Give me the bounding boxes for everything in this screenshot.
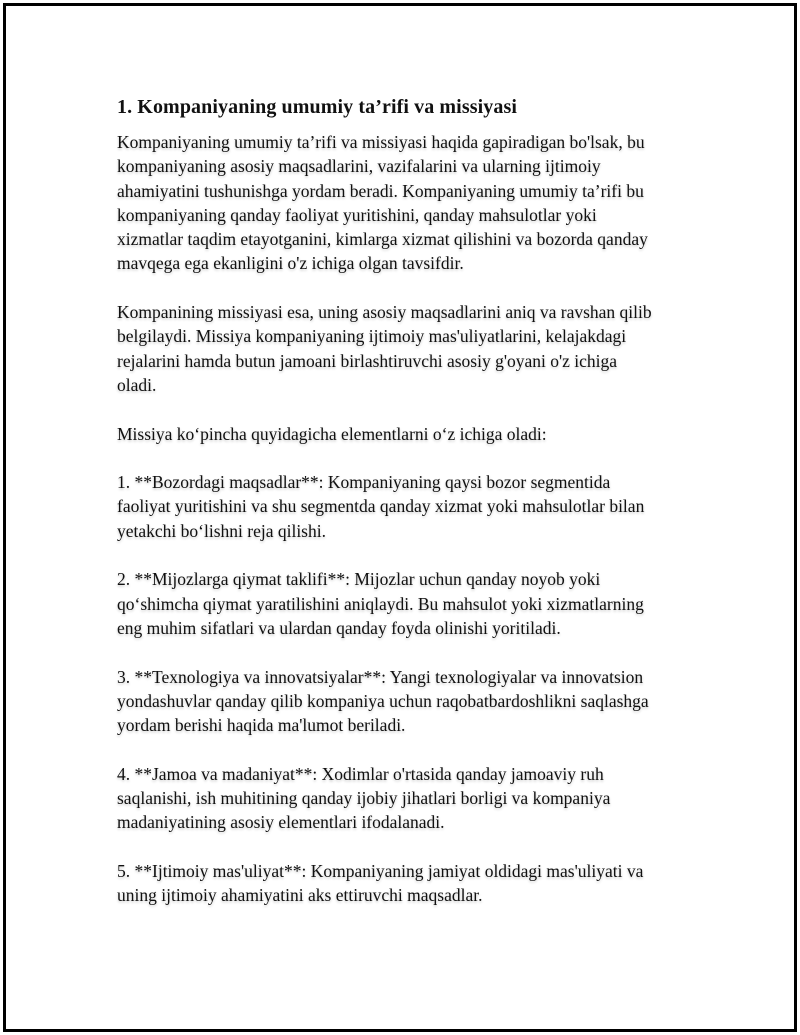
text-line: kompaniyaning asosiy maqsadlarini, vazifalarini va ularning ijtimoiy xyxy=(117,156,601,177)
text-line: 2. **Mijozlarga qiymat taklifi**: Mijozlar uchun qanday noyob yoki xyxy=(117,569,601,590)
text-line: 3. **Texnologiya va innovatsiyalar**: Yangi texnologiyalar va innovatsion xyxy=(117,666,644,687)
paragraph-mission xyxy=(117,300,687,397)
text-line: uning ijtimoiy ahamiyatini aks ettiruvchi maqsadlar. xyxy=(117,885,483,906)
text-line: mavqega ega ekanligini o'z ichiga olgan tavsifdir. xyxy=(117,253,464,274)
text-line: xizmatlar taqdim etayotganini, kimlarga xizmat qilishini va bozorda qanday xyxy=(117,229,648,250)
text-line: belgilaydi. Missiya kompaniyaning ijtimoiy mas'uliyatlarini, kelajakdagi xyxy=(117,326,627,347)
text-line: Kompanining missiyasi esa, uning asosiy maqsadlarini aniq va ravshan qilib xyxy=(117,302,652,323)
list-item-value-proposition xyxy=(117,567,687,640)
document-body xyxy=(117,92,687,908)
section-heading: 1. Kompaniyaning umumiy ta’rifi va missiyasi xyxy=(117,96,517,118)
text-line: saqlanishi, ish muhitining qanday ijobiy jihatlari borligi va kompaniya xyxy=(117,788,611,809)
text-line: yondashuvlar qanday qilib kompaniya uchun raqobatbardoshlikni saqlashga xyxy=(117,690,649,711)
text-line: yordam berishi haqida ma'lumot beriladi. xyxy=(117,715,406,736)
text-line: madaniyatining asosiy elementlari ifodalanadi. xyxy=(117,812,445,833)
list-item-technology xyxy=(117,665,687,738)
text-line: Kompaniyaning umumiy ta’rifi va missiyasi haqida gapiradigan bo'lsak, bu xyxy=(117,132,645,152)
text-line: oladi. xyxy=(117,374,157,395)
text-line: faoliyat yuritishini va shu segmentda qanday xizmat yoki mahsulotlar bilan xyxy=(117,496,645,517)
text-line: Missiya ko‘pincha quyidagicha elementlarni o‘z ichiga oladi: xyxy=(117,423,547,444)
list-item-social-responsibility xyxy=(117,859,687,908)
text-line: 4. **Jamoa va madaniyat**: Xodimlar o'rtasida qanday jamoaviy ruh xyxy=(117,763,604,784)
text-line: ahamiyatini tushunishga yordam beradi. Kompaniyaning umumiy ta’rifi bu xyxy=(117,180,644,201)
text-line: 5. **Ijtimoiy mas'uliyat**: Kompaniyaning jamiyat oldidagi mas'uliyati va xyxy=(117,860,644,881)
text-line: kompaniyaning qanday faoliyat yuritishini, qanday mahsulotlar yoki xyxy=(117,204,597,225)
list-item-market-goals xyxy=(117,470,687,543)
text-line: qo‘shimcha qiymat yaratilishini aniqlaydi. Bu mahsulot yoki xizmatlarning xyxy=(117,593,644,614)
text-line: rejalarini hamda butun jamoani birlashtiruvchi asosiy g'oyani o'z ichiga xyxy=(117,350,618,371)
text-line: yetakchi bo‘lishni reja qilishi. xyxy=(117,520,326,541)
list-item-team-culture xyxy=(117,762,687,835)
text-line: 1. **Bozordagi maqsadlar**: Kompaniyaning qaysi bozor segmentida xyxy=(117,472,611,493)
paragraph-company-overview xyxy=(117,130,687,276)
text-line: eng muhim sifatlari va ulardan qanday foyda olinishi yoritiladi. xyxy=(117,617,561,638)
paragraph-mission-intro xyxy=(117,422,687,446)
